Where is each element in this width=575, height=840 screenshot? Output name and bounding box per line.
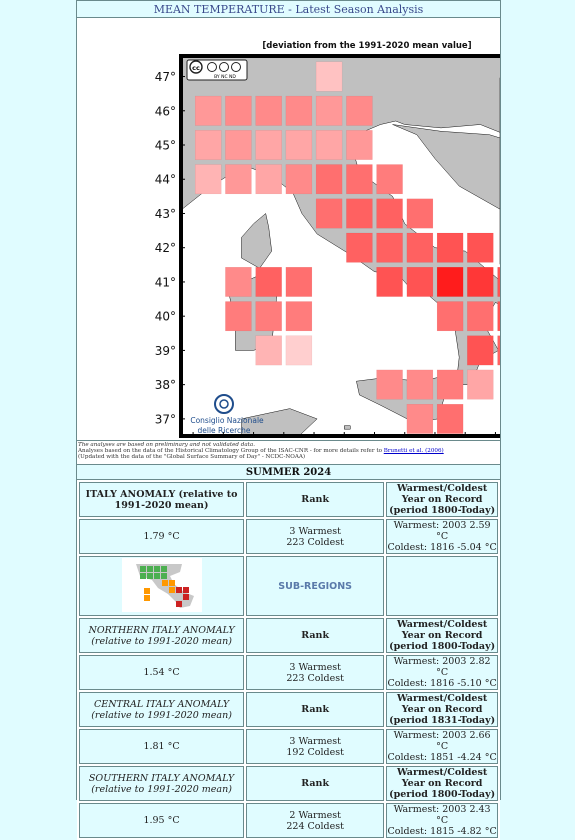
north-record-header: Warmest/Coldest Year on Record (period 1800-Today) xyxy=(386,618,498,653)
rank-header: Rank xyxy=(246,482,384,517)
anomaly-cell-47 xyxy=(467,336,493,365)
anomaly-cell-27 xyxy=(437,233,463,262)
map-canvas xyxy=(77,18,500,441)
sicily-islands-land xyxy=(344,426,350,430)
lon-label-0 xyxy=(186,440,200,441)
anomaly-cell-4 xyxy=(286,96,312,125)
north-value-row xyxy=(79,655,498,690)
anomaly-cell-39 xyxy=(256,302,282,331)
map-subtitle: [deviation from the 1991-2020 mean value] xyxy=(262,41,472,51)
anomaly-cell-22 xyxy=(377,199,403,228)
italy-value-row xyxy=(79,519,498,554)
subregions-label-cell xyxy=(246,556,384,616)
disclaimer-line-3: (Updated with the data of the "Global Surface Summary of Day" - NCDC-NOAA) xyxy=(78,454,306,461)
central-record xyxy=(386,729,498,764)
license-text: BY NC ND xyxy=(214,75,236,80)
lat-label-2: 45° xyxy=(154,138,176,153)
anomaly-cell-10 xyxy=(286,130,312,159)
anomaly-cell-32 xyxy=(377,267,403,296)
anomaly-cell-15 xyxy=(256,165,282,194)
lon-label-5 xyxy=(334,440,355,441)
subregions-map-cell xyxy=(79,556,244,616)
lon-label-10 xyxy=(485,440,500,441)
lon-label-3 xyxy=(273,440,294,441)
north-rank-warm: 3 Warmest xyxy=(289,661,341,673)
anomaly-cell-16 xyxy=(286,165,312,194)
anomaly-cell-13 xyxy=(195,165,221,194)
italy-rank-warm: 3 Warmest xyxy=(289,525,341,537)
anomaly-cell-14 xyxy=(225,165,251,194)
anomaly-cell-21 xyxy=(346,199,372,228)
anomaly-cell-43 xyxy=(498,302,500,331)
lon-label-8 xyxy=(424,440,445,441)
italy-header-row xyxy=(79,482,498,517)
south-rank-cold: 224 Coldest xyxy=(286,820,344,832)
central-record-header: Warmest/Coldest Year on Record (period 1831-Today) xyxy=(386,692,498,727)
central-header-row xyxy=(79,692,498,727)
subregions-label: SUB-REGIONS xyxy=(278,580,353,592)
lat-label-10: 37° xyxy=(154,412,176,427)
lon-label-2 xyxy=(247,440,261,441)
anomaly-cell-31 xyxy=(286,267,312,296)
anomaly-cell-25 xyxy=(377,233,403,262)
subregions-thumbnail[interactable] xyxy=(122,558,202,612)
record-header: Warmest/Coldest Year on Record (period 1800-Today) xyxy=(386,482,498,517)
south-rank-warm: 2 Warmest xyxy=(289,809,341,821)
anomaly-cell-49 xyxy=(377,370,403,399)
anomaly-cell-34 xyxy=(437,267,463,296)
italy-anomaly-value: 1.79 °C xyxy=(79,519,244,554)
anomaly-cell-9 xyxy=(256,130,282,159)
page-title: MEAN TEMPERATURE - Latest Season Analysis xyxy=(77,1,500,18)
anomaly-cell-24 xyxy=(346,233,372,262)
south-header: SOUTHERN ITALY ANOMALY (relative to 1991-2020 mean) xyxy=(79,766,244,801)
south-record-cold: Coldest: 1815 -4.82 °C xyxy=(387,826,497,837)
north-record xyxy=(386,655,498,690)
lat-label-8: 39° xyxy=(154,343,176,358)
disclaimer xyxy=(77,441,500,465)
anomaly-cell-7 xyxy=(195,130,221,159)
south-rank xyxy=(246,803,384,838)
lat-label-1: 46° xyxy=(154,104,176,119)
south-record-warm: Warmest: 2003 2.43 °C xyxy=(393,804,491,826)
lon-label-6 xyxy=(364,440,385,441)
anomaly-cell-45 xyxy=(256,336,282,365)
anomaly-cell-19 xyxy=(377,165,403,194)
by-icon xyxy=(208,63,217,72)
anomaly-cell-33 xyxy=(407,267,433,296)
north-rank-header: Rank xyxy=(246,618,384,653)
north-record-cold: Coldest: 1816 -5.10 °C xyxy=(387,678,497,689)
anomaly-cell-54 xyxy=(437,404,463,433)
central-value-row xyxy=(79,729,498,764)
italy-record-cold: Coldest: 1816 -5.04 °C xyxy=(387,542,497,553)
reference-link[interactable]: Brunetti et al. (2006) xyxy=(383,448,444,455)
anomaly-cell-1 xyxy=(195,96,221,125)
anomaly-cell-40 xyxy=(286,302,312,331)
central-anomaly-value: 1.81 °C xyxy=(79,729,244,764)
lat-label-3: 44° xyxy=(154,172,176,187)
anomaly-cell-20 xyxy=(316,199,342,228)
lon-label-1 xyxy=(217,440,231,441)
anomaly-cell-41 xyxy=(437,302,463,331)
anomaly-cell-5 xyxy=(316,96,342,125)
italy-record xyxy=(386,519,498,554)
south-rank-header: Rank xyxy=(246,766,384,801)
subregions-row xyxy=(79,556,498,616)
italy-rank xyxy=(246,519,384,554)
lat-label-4: 43° xyxy=(154,206,176,221)
north-header-row xyxy=(79,618,498,653)
anomaly-cell-52 xyxy=(467,370,493,399)
italy-header: ITALY ANOMALY (relative to 1991-2020 mean) xyxy=(79,482,244,517)
lon-label-7 xyxy=(394,440,415,441)
central-rank-cold: 192 Coldest xyxy=(286,746,344,758)
cc-icon-label: cc xyxy=(192,64,200,72)
anomaly-cell-12 xyxy=(346,130,372,159)
anomaly-map xyxy=(77,18,500,441)
south-header-row xyxy=(79,766,498,801)
anomaly-cell-28 xyxy=(467,233,493,262)
lat-label-9: 38° xyxy=(154,378,176,393)
central-rank-warm: 3 Warmest xyxy=(289,735,341,747)
cnr-logo-line2: delle Ricerche xyxy=(197,426,251,435)
anomaly-cell-29 xyxy=(225,267,251,296)
anomaly-cell-42 xyxy=(467,302,493,331)
south-value-row xyxy=(79,803,498,838)
nc-icon xyxy=(220,63,229,72)
anomaly-cell-8 xyxy=(225,130,251,159)
anomaly-cell-3 xyxy=(256,96,282,125)
lat-label-0: 47° xyxy=(154,70,176,85)
central-record-warm: Warmest: 2003 2.66 °C xyxy=(393,730,491,752)
anomaly-cell-51 xyxy=(437,370,463,399)
anomaly-cell-35 xyxy=(467,267,493,296)
south-anomaly-value: 1.95 °C xyxy=(79,803,244,838)
anomaly-cell-17 xyxy=(316,165,342,194)
anomaly-cell-48 xyxy=(498,336,500,365)
lon-label-9 xyxy=(455,440,476,441)
anomaly-cell-50 xyxy=(407,370,433,399)
lat-label-5: 42° xyxy=(154,241,176,256)
central-header: CENTRAL ITALY ANOMALY (relative to 1991-2020 mean) xyxy=(79,692,244,727)
anomaly-table xyxy=(77,480,500,840)
anomaly-cell-6 xyxy=(346,96,372,125)
north-rank xyxy=(246,655,384,690)
lat-label-7: 40° xyxy=(154,309,176,324)
disclaimer-line-2: Analyses based on the data of the Historical Climatology Group of the ISAC-CNR - for more details refer to xyxy=(78,448,384,455)
anomaly-cell-23 xyxy=(407,199,433,228)
anomaly-cell-2 xyxy=(225,96,251,125)
central-record-cold: Coldest: 1851 -4.24 °C xyxy=(387,752,497,763)
anomaly-cell-30 xyxy=(256,267,282,296)
south-record xyxy=(386,803,498,838)
anomaly-cell-26 xyxy=(407,233,433,262)
anomaly-cell-46 xyxy=(286,336,312,365)
anomaly-cell-11 xyxy=(316,130,342,159)
anomaly-cell-53 xyxy=(407,404,433,433)
italy-rank-cold: 223 Coldest xyxy=(286,536,344,548)
central-rank xyxy=(246,729,384,764)
nd-icon xyxy=(232,63,241,72)
north-header: NORTHERN ITALY ANOMALY (relative to 1991-2020 mean) xyxy=(79,618,244,653)
lat-label-6: 41° xyxy=(154,275,176,290)
north-anomaly-value: 1.54 °C xyxy=(79,655,244,690)
lon-label-4 xyxy=(303,440,324,441)
subregions-map-image xyxy=(122,558,202,612)
season-title: SUMMER 2024 xyxy=(77,465,500,480)
italy-record-warm: Warmest: 2003 2.59 °C xyxy=(393,520,491,542)
page-container xyxy=(76,0,501,837)
anomaly-cell-0 xyxy=(316,62,342,91)
anomaly-cell-38 xyxy=(225,302,251,331)
anomaly-cell-18 xyxy=(346,165,372,194)
south-record-header: Warmest/Coldest Year on Record (period 1800-Today) xyxy=(386,766,498,801)
north-rank-cold: 223 Coldest xyxy=(286,672,344,684)
north-record-warm: Warmest: 2003 2.82 °C xyxy=(393,656,491,678)
cnr-logo-line1: Consiglio Nazionale xyxy=(190,416,264,425)
anomaly-cell-36 xyxy=(498,267,500,296)
central-rank-header: Rank xyxy=(246,692,384,727)
disclaimer-line-1: The analyses are based on preliminary and not validated data. xyxy=(78,442,256,448)
subregions-empty-cell xyxy=(386,556,498,616)
